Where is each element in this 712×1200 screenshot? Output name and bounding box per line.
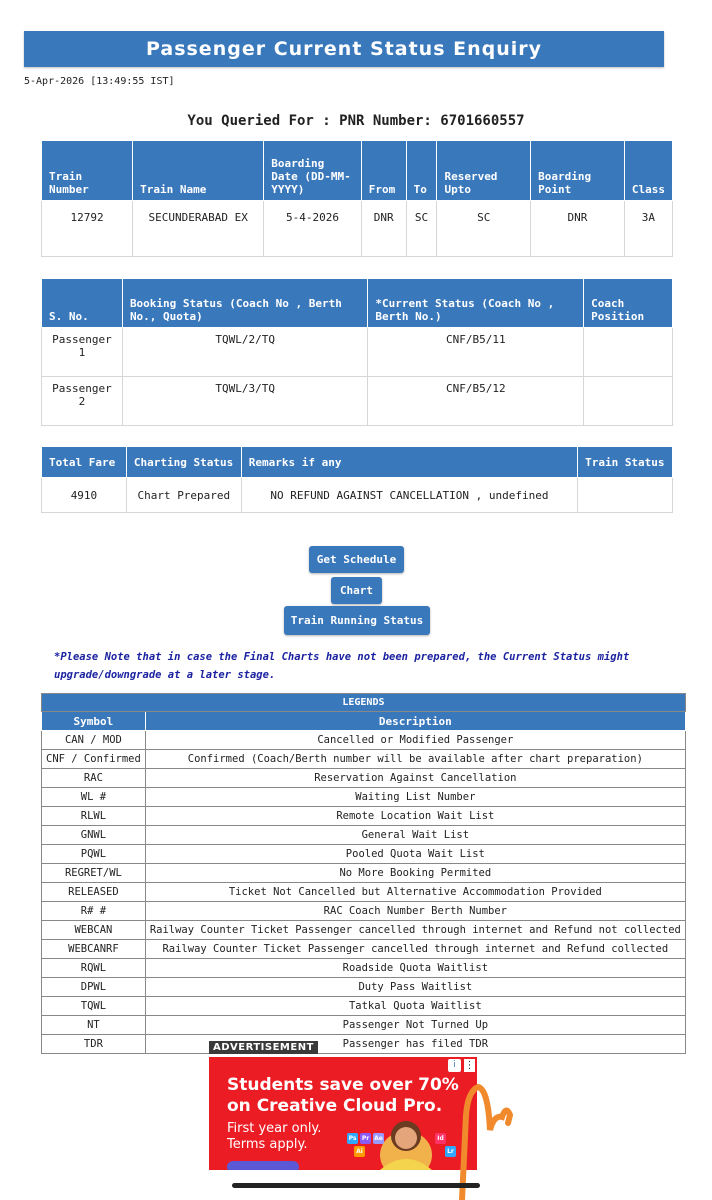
legend-description: Passenger Not Turned Up: [145, 1016, 685, 1035]
from-station: DNR: [361, 201, 406, 257]
legends-table: [41, 693, 686, 1054]
col-boarding-date: Boarding Date (DD-MM-YYYY): [264, 141, 362, 201]
legend-symbol: RQWL: [42, 959, 146, 978]
legend-symbol: DPWL: [42, 978, 146, 997]
legend-description: Remote Location Wait List: [145, 807, 685, 826]
col-train-status: Train Status: [578, 447, 673, 478]
chart-status-note: *Please Note that in case the Final Charts have not been prepared, the Current Status might upgrade/downgrade at a later stage.: [54, 651, 630, 681]
legend-symbol: RLWL: [42, 807, 146, 826]
train-data-row: [42, 201, 673, 257]
legend-row: [42, 959, 686, 978]
legend-symbol: WEBCAN: [42, 921, 146, 940]
legend-description: Waiting List Number: [145, 788, 685, 807]
ad-cta-button[interactable]: [227, 1161, 299, 1170]
legends-title: LEGENDS: [42, 694, 686, 712]
legend-symbol: GNWL: [42, 826, 146, 845]
legend-description: Railway Counter Ticket Passenger cancelled through internet and Refund not collected: [145, 921, 685, 940]
ad-more-icon[interactable]: ⋮: [464, 1060, 475, 1071]
legend-description: RAC Coach Number Berth Number: [145, 902, 685, 921]
lightroom-icon: Lr: [445, 1146, 456, 1157]
remarks: NO REFUND AGAINST CANCELLATION , undefined: [241, 478, 577, 513]
after-effects-icon: Ae: [374, 1135, 383, 1142]
legend-symbol: WL #: [42, 788, 146, 807]
legend-symbol: WEBCANRF: [42, 940, 146, 959]
legend-description: Tatkal Quota Waitlist: [145, 997, 685, 1016]
col-coach-position: Coach Position: [584, 279, 673, 328]
total-fare: 4910: [42, 478, 127, 513]
legends-header-row: [42, 712, 686, 731]
legend-symbol: R# #: [42, 902, 146, 921]
col-boarding-point: Boarding Point: [531, 141, 625, 201]
ad-headline: Students save over 70% on Creative Cloud Pro.: [227, 1075, 459, 1116]
col-booking-status: Booking Status (Coach No , Berth No., Quota): [122, 279, 367, 328]
train-details-table: [41, 140, 673, 257]
chart-button[interactable]: Chart: [331, 577, 382, 604]
premiere-icon: Pr: [361, 1135, 370, 1142]
train-header-row: [42, 141, 673, 201]
coach-position: [584, 328, 673, 377]
legends-body: [42, 731, 686, 1054]
col-train-name: Train Name: [133, 141, 264, 201]
fare-data-row: [42, 478, 673, 513]
legend-row: [42, 1035, 686, 1054]
col-charting-status: Charting Status: [126, 447, 241, 478]
legend-description: Ticket Not Cancelled but Alternative Accommodation Provided: [145, 883, 685, 902]
passenger-serial: Passenger 2: [42, 377, 123, 426]
passenger-header-row: [42, 279, 673, 328]
legend-symbol: TQWL: [42, 997, 146, 1016]
pnr-query-heading: You Queried For : PNR Number: 6701660557: [187, 113, 525, 129]
col-reserved-upto: Reserved Upto: [437, 141, 531, 201]
legend-row: [42, 807, 686, 826]
orange-pen-annotation: [450, 1075, 540, 1200]
legend-description: Passenger has filed TDR: [145, 1035, 685, 1054]
legend-description: No More Booking Permited: [145, 864, 685, 883]
legend-symbol: CNF / Confirmed: [42, 750, 146, 769]
to-station: SC: [406, 201, 437, 257]
passenger-row: [42, 328, 673, 377]
col-train-number: Train Number: [42, 141, 133, 201]
legend-symbol: RELEASED: [42, 883, 146, 902]
legend-description: Cancelled or Modified Passenger: [145, 731, 685, 750]
legend-row: [42, 788, 686, 807]
legend-symbol: REGRET/WL: [42, 864, 146, 883]
col-symbol: Symbol: [42, 712, 146, 731]
booking-status: TQWL/3/TQ: [122, 377, 367, 426]
query-timestamp: 5-Apr-2026 [13:49:55 IST]: [24, 76, 175, 87]
indesign-icon: Id: [435, 1133, 446, 1144]
train-name: SECUNDERABAD EX: [133, 201, 264, 257]
booking-status: TQWL/2/TQ: [122, 328, 367, 377]
legend-symbol: RAC: [42, 769, 146, 788]
legend-row: [42, 731, 686, 750]
fare-status-table: [41, 446, 673, 513]
col-to: To: [406, 141, 437, 201]
get-schedule-button[interactable]: Get Schedule: [309, 546, 404, 573]
legend-row: [42, 864, 686, 883]
legend-row: [42, 750, 686, 769]
legend-row: [42, 883, 686, 902]
legend-row: [42, 1016, 686, 1035]
legend-description: Pooled Quota Wait List: [145, 845, 685, 864]
coach-position: [584, 377, 673, 426]
col-remarks: Remarks if any: [241, 447, 577, 478]
legend-row: [42, 769, 686, 788]
ad-info-icon[interactable]: i: [448, 1059, 461, 1072]
photoshop-icon: Ps: [348, 1135, 357, 1142]
legend-description: Duty Pass Waitlist: [145, 978, 685, 997]
legend-row: [42, 902, 686, 921]
train-running-status-button[interactable]: Train Running Status: [284, 606, 430, 635]
legend-description: Roadside Quota Waitlist: [145, 959, 685, 978]
col-total-fare: Total Fare: [42, 447, 127, 478]
reserved-upto: SC: [437, 201, 531, 257]
legend-row: [42, 997, 686, 1016]
legend-symbol: PQWL: [42, 845, 146, 864]
advertisement-banner[interactable]: [209, 1057, 477, 1170]
advertisement-label: ADVERTISEMENT: [209, 1041, 318, 1054]
boarding-point: DNR: [531, 201, 625, 257]
ad-subtext: First year only. Terms apply.: [227, 1121, 322, 1152]
passenger-status-table: [41, 278, 673, 426]
col-class: Class: [624, 141, 672, 201]
travel-class: 3A: [624, 201, 672, 257]
col-serial-number: S. No.: [42, 279, 123, 328]
page-title: Passenger Current Status Enquiry: [24, 31, 664, 67]
legend-row: [42, 845, 686, 864]
train-number: 12792: [42, 201, 133, 257]
legend-description: Railway Counter Ticket Passenger cancelled through internet and Refund collected: [145, 940, 685, 959]
col-from: From: [361, 141, 406, 201]
passenger-serial: Passenger 1: [42, 328, 123, 377]
legend-description: Reservation Against Cancellation: [145, 769, 685, 788]
train-status: [578, 478, 673, 513]
legend-row: [42, 940, 686, 959]
legend-row: [42, 978, 686, 997]
fare-header-row: [42, 447, 673, 478]
legend-description: General Wait List: [145, 826, 685, 845]
legend-row: [42, 921, 686, 940]
boarding-date: 5-4-2026: [264, 201, 362, 257]
legend-description: Confirmed (Coach/Berth number will be available after chart preparation): [145, 750, 685, 769]
passenger-row: [42, 377, 673, 426]
charting-status: Chart Prepared: [126, 478, 241, 513]
legend-symbol: TDR: [42, 1035, 146, 1054]
home-indicator[interactable]: [232, 1183, 480, 1188]
col-description: Description: [145, 712, 685, 731]
current-status: CNF/B5/12: [368, 377, 584, 426]
current-status: CNF/B5/11: [368, 328, 584, 377]
legend-symbol: CAN / MOD: [42, 731, 146, 750]
legend-symbol: NT: [42, 1016, 146, 1035]
illustrator-icon: Ai: [354, 1146, 365, 1157]
legend-row: [42, 826, 686, 845]
col-current-status: *Current Status (Coach No , Berth No.): [368, 279, 584, 328]
